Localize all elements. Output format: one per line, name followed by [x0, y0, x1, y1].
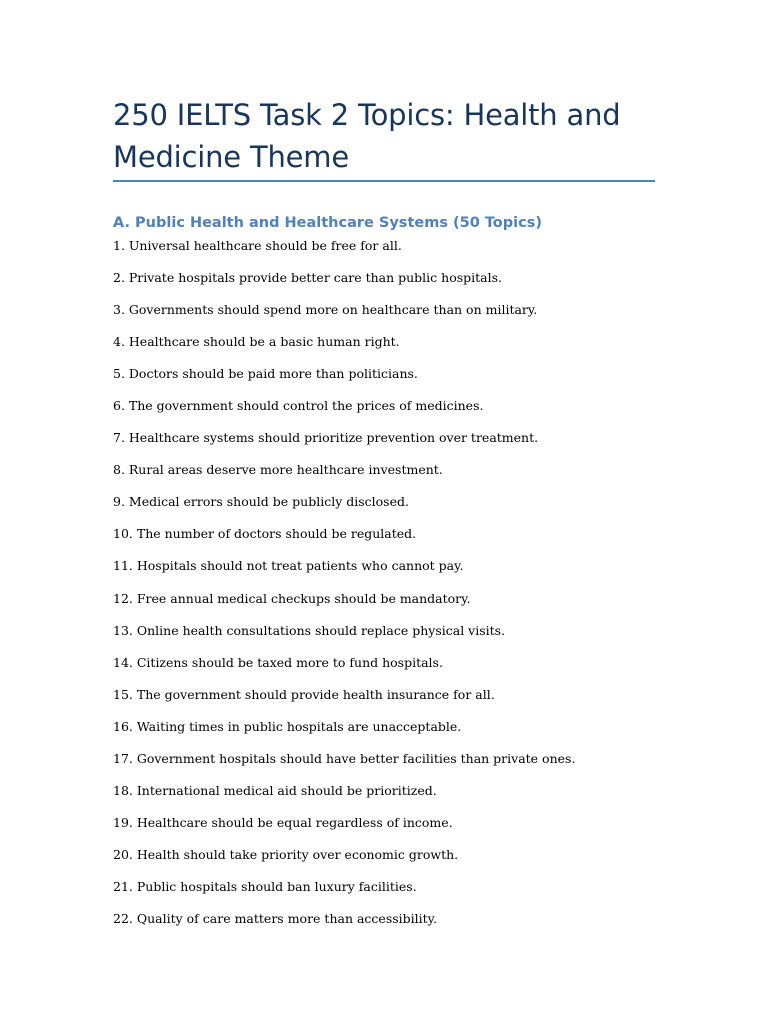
topic-item: 6. The government should control the prices of medicines. [113, 398, 484, 414]
topic-item: 11. Hospitals should not treat patients who cannot pay. [113, 558, 464, 574]
topic-item: 21. Public hospitals should ban luxury facilities. [113, 878, 417, 894]
topic-list [113, 237, 575, 942]
topic-item: 15. The government should provide health insurance for all. [113, 686, 495, 702]
topic-item: 17. Government hospitals should have better facilities than private ones. [113, 750, 576, 766]
topic-item: 18. International medical aid should be prioritized. [113, 782, 437, 798]
topic-item: 7. Healthcare systems should prioritize prevention over treatment. [113, 430, 539, 446]
section-heading: A. Public Health and Healthcare Systems (50 Topics) [113, 215, 542, 231]
topic-item: 16. Waiting times in public hospitals are unacceptable. [113, 718, 462, 734]
topic-item: 5. Doctors should be paid more than politicians. [113, 366, 418, 382]
topic-item: 9. Medical errors should be publicly disclosed. [113, 494, 409, 510]
title-divider [113, 180, 655, 182]
topic-item: 3. Governments should spend more on healthcare than on military. [113, 302, 538, 318]
topic-item: 10. The number of doctors should be regulated. [113, 526, 417, 542]
topic-item: 22. Quality of care matters more than accessibility. [113, 910, 438, 926]
topic-item: 4. Healthcare should be a basic human right. [113, 334, 400, 350]
topic-item: 14. Citizens should be taxed more to fund hospitals. [113, 654, 443, 670]
document-title: 250 IELTS Task 2 Topics: Health and Medicine Theme [113, 98, 621, 174]
topic-item: 1. Universal healthcare should be free for all. [113, 238, 402, 253]
topic-item: 20. Health should take priority over economic growth. [113, 846, 459, 862]
topic-item: 2. Private hospitals provide better care than public hospitals. [113, 270, 502, 286]
topic-item: 8. Rural areas deserve more healthcare investment. [113, 462, 443, 478]
topic-item: 19. Healthcare should be equal regardless of income. [113, 814, 453, 830]
topic-item: 13. Online health consultations should replace physical visits. [113, 622, 506, 638]
topic-item: 12. Free annual medical checkups should be mandatory. [113, 590, 471, 606]
